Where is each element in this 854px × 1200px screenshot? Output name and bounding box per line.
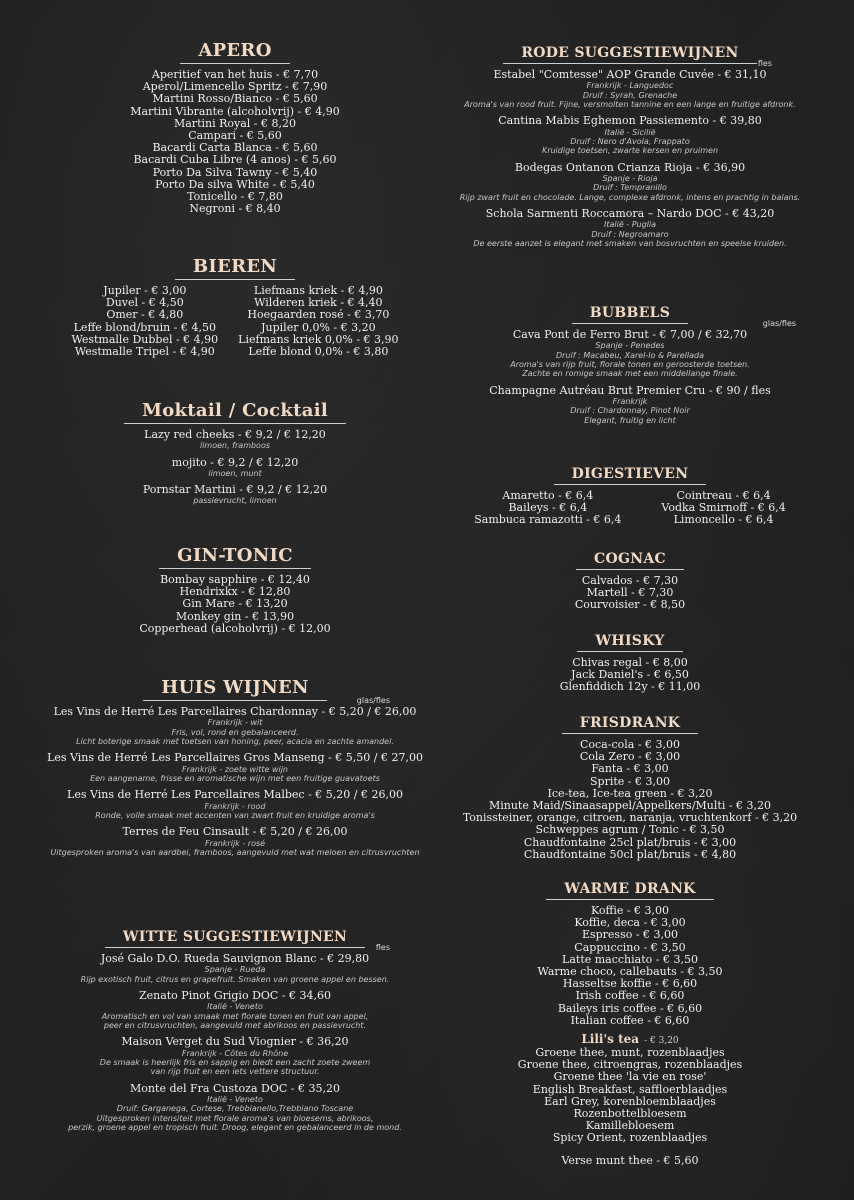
menu-entry — [40, 706, 430, 746]
bieren-columns — [40, 285, 430, 358]
menu-entry — [40, 1083, 430, 1133]
entry-name: Les Vins de Herré Les Parcellaires Malbec - € 5,20 / € 26,00 — [67, 788, 403, 802]
menu-item: Martini Royal - € 8,20 — [173, 116, 296, 130]
huiswijnen-list — [40, 706, 430, 857]
huiswijnen-note: glas/fles — [356, 696, 390, 705]
entry-description: Aroma's van rood fruit. Fijne, versmolten tannine en een lange en fruitige afdronk. — [464, 100, 796, 110]
menu-item: Bacardi Cuba Libre (4 anos) - € 5,60 — [133, 153, 337, 167]
bubbels-note: glas/fles — [762, 319, 796, 328]
entry-description: Fris, vol, rond en gebalanceerd. — [171, 727, 299, 737]
entry-description: Druif : Macabeu, Xarel-lo & Parellada — [555, 350, 704, 360]
menu-item: Westmalle Tripel - € 4,90 — [74, 345, 215, 359]
witte-title: WITTE SUGGESTIEWIJNEN — [105, 929, 365, 948]
entry-description: Zachte en romige smaak met een middellange finale. — [522, 369, 738, 379]
menu-item: Minute Maid/Sinaasappel/Appelkers/Multi - € 3,20 — [488, 799, 772, 813]
entry-description: Rijp zwart fruit en chocolade. Lange, complexe afdronk, intens en prachtig in balans. — [459, 192, 801, 202]
whisky-title: WHISKY — [577, 633, 682, 652]
entry-description: Frankrijk - rosé — [204, 838, 266, 848]
witte-note: fles — [375, 943, 390, 952]
menu-item: Calvados - € 7,30 — [581, 574, 679, 587]
menu-entry — [40, 457, 430, 479]
entry-description: Spanje - Penedes — [595, 341, 665, 351]
entry-description: De eerste aanzet is elegant met smaken van bosvruchten en speelse kruiden. — [473, 239, 787, 249]
digestieven-right-list — [661, 490, 785, 527]
warme-list — [440, 905, 820, 1027]
section-rode — [440, 42, 820, 249]
menu-item: Duvel - € 4,50 — [105, 296, 184, 310]
section-whisky — [440, 630, 820, 694]
digestieven-title: DIGESTIEVEN — [554, 466, 707, 485]
menu-item: Spicy Orient, rozenblaadjes — [552, 1131, 708, 1145]
mint-tea: Verse munt thee - € 5,60 — [561, 1153, 699, 1167]
entry-name: Cava Pont de Ferro Brut - € 7,00 / € 32,70 — [512, 328, 748, 341]
gintonic-list — [40, 574, 430, 635]
menu-entry — [440, 208, 820, 248]
entry-description: Druif : Syrah, Grenache — [582, 90, 678, 100]
menu-item: Amaretto - € 6,4 — [502, 489, 594, 502]
menu-item: Cola Zero - € 3,00 — [579, 750, 681, 764]
frisdrank-list — [440, 739, 820, 861]
menu-entry — [440, 162, 820, 202]
bieren-left-list — [71, 285, 218, 358]
bieren-title: BIEREN — [175, 256, 295, 280]
menu-item: Sprite - € 3,00 — [590, 774, 670, 788]
entry-description: Frankrijk — [612, 397, 648, 407]
entry-name: Monte del Fra Custoza DOC - € 35,20 — [130, 1081, 340, 1095]
section-gintonic — [40, 545, 430, 635]
menu-item: Rozenbottelbloesem — [573, 1107, 687, 1121]
entry-description: Spanje - Rioja — [602, 174, 658, 184]
bieren-right-list — [238, 285, 398, 358]
rode-note: fles — [757, 59, 772, 68]
gintonic-title: GIN-TONIC — [159, 545, 311, 569]
menu-item: Chaudfontaine 50cl plat/bruis - € 4,80 — [523, 847, 737, 861]
menu-item: Bacardi Carta Blanca - € 5,60 — [152, 141, 318, 155]
entry-description: Uitgesproken aroma's van aardbei, framboos, aangevuld met wat meloen en citrusvruchten — [50, 848, 420, 858]
menu-item: Cappuccino - € 3,50 — [574, 940, 686, 954]
section-frisdrank — [440, 712, 820, 861]
bubbels-list — [440, 329, 820, 425]
menu-item: Italian coffee - € 6,60 — [570, 1013, 690, 1027]
entry-name: Terres de Feu Cinsault - € 5,20 / € 26,00 — [122, 825, 348, 839]
cognac-list — [440, 575, 820, 612]
entry-description: Aromatisch en vol van smaak met florale tonen en fruit van appel, — [101, 1011, 369, 1021]
menu-item: Latte macchiato - € 3,50 — [562, 952, 698, 966]
section-warme — [440, 878, 820, 1167]
menu-item: Cointreau - € 6,4 — [676, 489, 771, 502]
tea-list — [440, 1047, 820, 1145]
entry-description: Frankrijk - rood — [204, 801, 266, 811]
menu-item: Fanta - € 3,00 — [591, 762, 669, 776]
menu-item: Vodka Smirnoff - € 6,4 — [661, 501, 786, 515]
huiswijnen-title: HUIS WIJNEN — [143, 677, 326, 701]
menu-entry — [40, 1036, 430, 1076]
menu-entry — [40, 484, 430, 506]
section-digestieven — [440, 463, 820, 527]
menu-item: Hasseltse koffie - € 6,60 — [562, 977, 698, 991]
menu-item: Espresso - € 3,00 — [581, 928, 679, 942]
menu-item: Copperhead (alcoholvrij) - € 12,00 — [139, 621, 331, 635]
menu-item: Omer - € 4,80 — [106, 308, 184, 322]
entry-description: Spanje - Rueda — [204, 965, 266, 975]
menu-item: Liefmans kriek 0,0% - € 3,90 — [238, 332, 399, 346]
entry-description: van rijp fruit en een iets vettere structuur. — [150, 1067, 320, 1077]
entry-name: Schola Sarmenti Roccamora – Nardo DOC - € 43,20 — [485, 207, 775, 221]
entry-description: Rijp exotisch fruit, citrus en grapefruit. Smaken van groene appel en bessen. — [80, 974, 390, 984]
menu-item: Jupiler 0,0% - € 3,20 — [261, 320, 376, 334]
menu-item: Gin Mare - € 13,20 — [182, 597, 288, 611]
menu-item: Hoegaarden rosé - € 3,70 — [247, 308, 390, 322]
menu-item: Baileys - € 6,4 — [508, 501, 588, 515]
lilis-tea-heading — [440, 1028, 820, 1047]
menu-item: Monkey gin - € 13,90 — [175, 609, 295, 623]
menu-entry — [40, 953, 430, 984]
menu-item: Coca-cola - € 3,00 — [579, 738, 681, 751]
moktail-list — [40, 429, 430, 506]
menu-entry — [440, 115, 820, 155]
menu-item: Groene thee, citroengras, rozenblaadjes — [517, 1058, 743, 1072]
entry-description: Frankrijk - Côtes du Rhône — [181, 1048, 289, 1058]
menu-item: Sambuca ramazotti - € 6,4 — [474, 513, 622, 527]
section-apero — [40, 40, 430, 215]
entry-name: Pornstar Martini - € 9,2 / € 12,20 — [142, 483, 328, 497]
menu-item: Courvoisier - € 8,50 — [574, 598, 686, 612]
entry-description: Italië - Sicilië — [604, 127, 656, 137]
menu-item: Jack Daniel's - € 6,50 — [571, 668, 689, 682]
menu-item: Glenfiddich 12y - € 11,00 — [559, 680, 701, 694]
warme-title: WARME DRANK — [546, 881, 713, 900]
entry-name: Bodegas Ontanon Crianza Rioja - € 36,90 — [514, 160, 746, 174]
entry-name: Les Vins de Herré Les Parcellaires Chardonnay - € 5,20 / € 26,00 — [53, 705, 417, 718]
entry-name: Cantina Mabis Eghemon Passiemento - € 39,80 — [498, 114, 762, 128]
entry-description: Italië - Veneto — [207, 1002, 263, 1012]
menu-item: Chaudfontaine 25cl plat/bruis - € 3,00 — [523, 835, 737, 849]
menu-item: Groene thee, munt, rozenblaadjes — [535, 1046, 725, 1060]
section-witte — [40, 926, 430, 1133]
entry-name: Zenato Pinot Grigio DOC - € 34,60 — [138, 989, 332, 1003]
apero-list — [40, 69, 430, 215]
menu-item: Porto Da Silva Tawny - € 5,40 — [152, 165, 318, 179]
section-bubbels — [440, 302, 820, 425]
entry-name: José Galo D.O. Rueda Sauvignon Blanc - € 29,80 — [100, 952, 370, 965]
menu-item: Aperitief van het huis - € 7,70 — [151, 68, 319, 81]
entry-description: passievrucht, limoen — [193, 496, 277, 506]
menu-item: Westmalle Dubbel - € 4,90 — [71, 332, 219, 346]
moktail-title: Moktail / Cocktail — [124, 400, 346, 424]
menu-item: Koffie, deca - € 3,00 — [574, 916, 686, 930]
menu-entry — [40, 990, 430, 1030]
entry-description: Aroma's van rijp fruit, florale tonen en geroosterde toetsen. — [510, 360, 750, 370]
menu-item: Hendrixkx - € 12,80 — [179, 585, 291, 599]
section-moktail — [40, 400, 430, 506]
digestieven-columns — [440, 490, 820, 527]
lilis-tea-price: - € 3,20 — [644, 1036, 679, 1047]
whisky-list — [440, 657, 820, 694]
bubbels-title: BUBBELS — [572, 305, 688, 324]
menu-item: Schweppes agrum / Tonic - € 3,50 — [535, 823, 725, 837]
entry-description: Elegant, fruitig en licht — [584, 415, 676, 425]
menu-item: Martini Vibrante (alcoholvrij) - € 4,90 — [130, 104, 340, 118]
menu-item: Tonicello - € 7,80 — [187, 190, 283, 204]
menu-item: Leffe blond 0,0% - € 3,80 — [248, 345, 389, 359]
entry-description: Frankrijk - wit — [207, 718, 263, 728]
entry-description: Italië - Puglia — [603, 220, 657, 230]
menu-item: Tonissteiner, orange, citroen, naranja, vruchtenkorf - € 3,20 — [462, 811, 798, 825]
menu-item: Campari - € 5,60 — [188, 129, 282, 143]
menu-item: Martell - € 7,30 — [586, 586, 674, 600]
frisdrank-title: FRISDRANK — [562, 715, 699, 734]
menu-item: English Breakfast, saffloerblaadjes — [532, 1082, 728, 1096]
entry-name: Estabel "Comtesse" AOP Grande Cuvée - € 31,10 — [493, 68, 767, 81]
lilis-tea-title: Lili's tea — [581, 1032, 640, 1047]
menu-item: Liefmans kriek - € 4,90 — [253, 284, 383, 297]
entry-name: mojito - € 9,2 / € 12,20 — [171, 455, 299, 469]
entry-description: peer en citrusvruchten, aangevuld met abrikoos en passievrucht. — [103, 1021, 367, 1031]
entry-name: Les Vins de Herré Les Parcellaires Gros Manseng - € 5,50 / € 27,00 — [47, 751, 423, 765]
entry-description: Uitgesproken intensiteit met florale aroma's van bloesems, abrikoos, — [96, 1113, 374, 1123]
entry-description: limoen, munt — [208, 468, 262, 478]
menu-item: Groene thee 'la vie en rose' — [553, 1070, 707, 1084]
menu-item: Baileys iris coffee - € 6,60 — [557, 1001, 703, 1015]
menu-entry — [440, 69, 820, 109]
section-huiswijnen — [40, 677, 430, 857]
menu-item: Kamillebloesem — [585, 1119, 675, 1133]
entry-description: perzik, groene appel en tropisch fruit. Droog, elegant en gebalanceerd in de mond. — [68, 1123, 402, 1133]
entry-name: Champagne Autréau Brut Premier Cru - € 90 / fles — [489, 383, 771, 397]
menu-item: Wilderen kriek - € 4,40 — [254, 296, 383, 310]
rode-title: RODE SUGGESTIEWIJNEN — [503, 45, 756, 64]
entry-description: Italië - Veneto — [207, 1095, 263, 1105]
digestieven-left-list — [474, 490, 621, 527]
entry-description: Ronde, volle smaak met accenten van zwart fruit en kruidige aroma's — [95, 811, 375, 821]
section-cognac — [440, 548, 820, 612]
menu-item: Limoncello - € 6,4 — [673, 513, 774, 527]
entry-description: Druif : Tempranillo — [593, 183, 667, 193]
menu-entry — [40, 429, 430, 451]
cognac-title: COGNAC — [576, 551, 684, 570]
menu-entry — [40, 789, 430, 820]
menu-item: Porto Da silva White - € 5,40 — [155, 177, 315, 191]
menu-item: Jupiler - € 3,00 — [103, 284, 187, 297]
menu-item: Chivas regal - € 8,00 — [572, 656, 688, 669]
entry-description: Licht boterige smaak met toetsen van honing, peer, acacia en zachte amandel. — [76, 737, 394, 747]
entry-name: Lazy red cheeks - € 9,2 / € 12,20 — [144, 428, 326, 441]
entry-description: Druif : Negroamaro — [591, 229, 669, 239]
entry-description: Druif : Nero d'Avola, Frappato — [570, 137, 690, 147]
section-bieren — [40, 256, 430, 358]
menu-entry — [440, 329, 820, 379]
entry-description: Druif: Garganega, Cortese, Trebbianello,Trebbiano Toscane — [116, 1104, 354, 1114]
entry-description: Druif : Chardonnay, Pinot Noir — [570, 406, 690, 416]
menu-item: Aperol/Limencello Spritz - € 7,90 — [142, 80, 328, 94]
rode-list — [440, 69, 820, 249]
entry-description: Frankrijk - Languedoc — [586, 81, 674, 91]
menu-entry — [40, 752, 430, 783]
menu-item: Koffie - € 3,00 — [590, 904, 670, 917]
menu-item: Leffe blond/bruin - € 4,50 — [73, 320, 216, 334]
menu-item: Negroni - € 8,40 — [189, 202, 281, 216]
apero-title: APERO — [180, 40, 289, 64]
entry-description: De smaak is heerlijk fris en sappig en biedt een zacht zoete zweem — [99, 1058, 371, 1068]
menu-item: Ice-tea, Ice-tea green - € 3,20 — [547, 786, 713, 800]
menu-item: Warme choco, callebauts - € 3,50 — [537, 965, 723, 979]
entry-description: Een aangename, frisse en aromatische wijn met een fruitige guavatoets — [90, 774, 380, 784]
menu-item: Earl Grey, korenbloemblaadjes — [544, 1094, 716, 1108]
menu-entry — [40, 826, 430, 857]
menu-entry — [440, 385, 820, 425]
menu-item: Bombay sapphire - € 12,40 — [160, 573, 310, 586]
entry-description: Kruidige toetsen, zwarte kersen en pruimen — [541, 146, 719, 156]
entry-name: Maison Verget du Sud Viognier - € 36,20 — [121, 1035, 349, 1049]
entry-description: Frankrijk - zoete witte wijn — [181, 764, 288, 774]
menu-item: Irish coffee - € 6,60 — [575, 989, 685, 1003]
menu-item: Martini Rosso/Bianco - € 5,60 — [152, 92, 318, 106]
witte-list — [40, 953, 430, 1133]
entry-description: limoen, framboos — [199, 441, 271, 451]
